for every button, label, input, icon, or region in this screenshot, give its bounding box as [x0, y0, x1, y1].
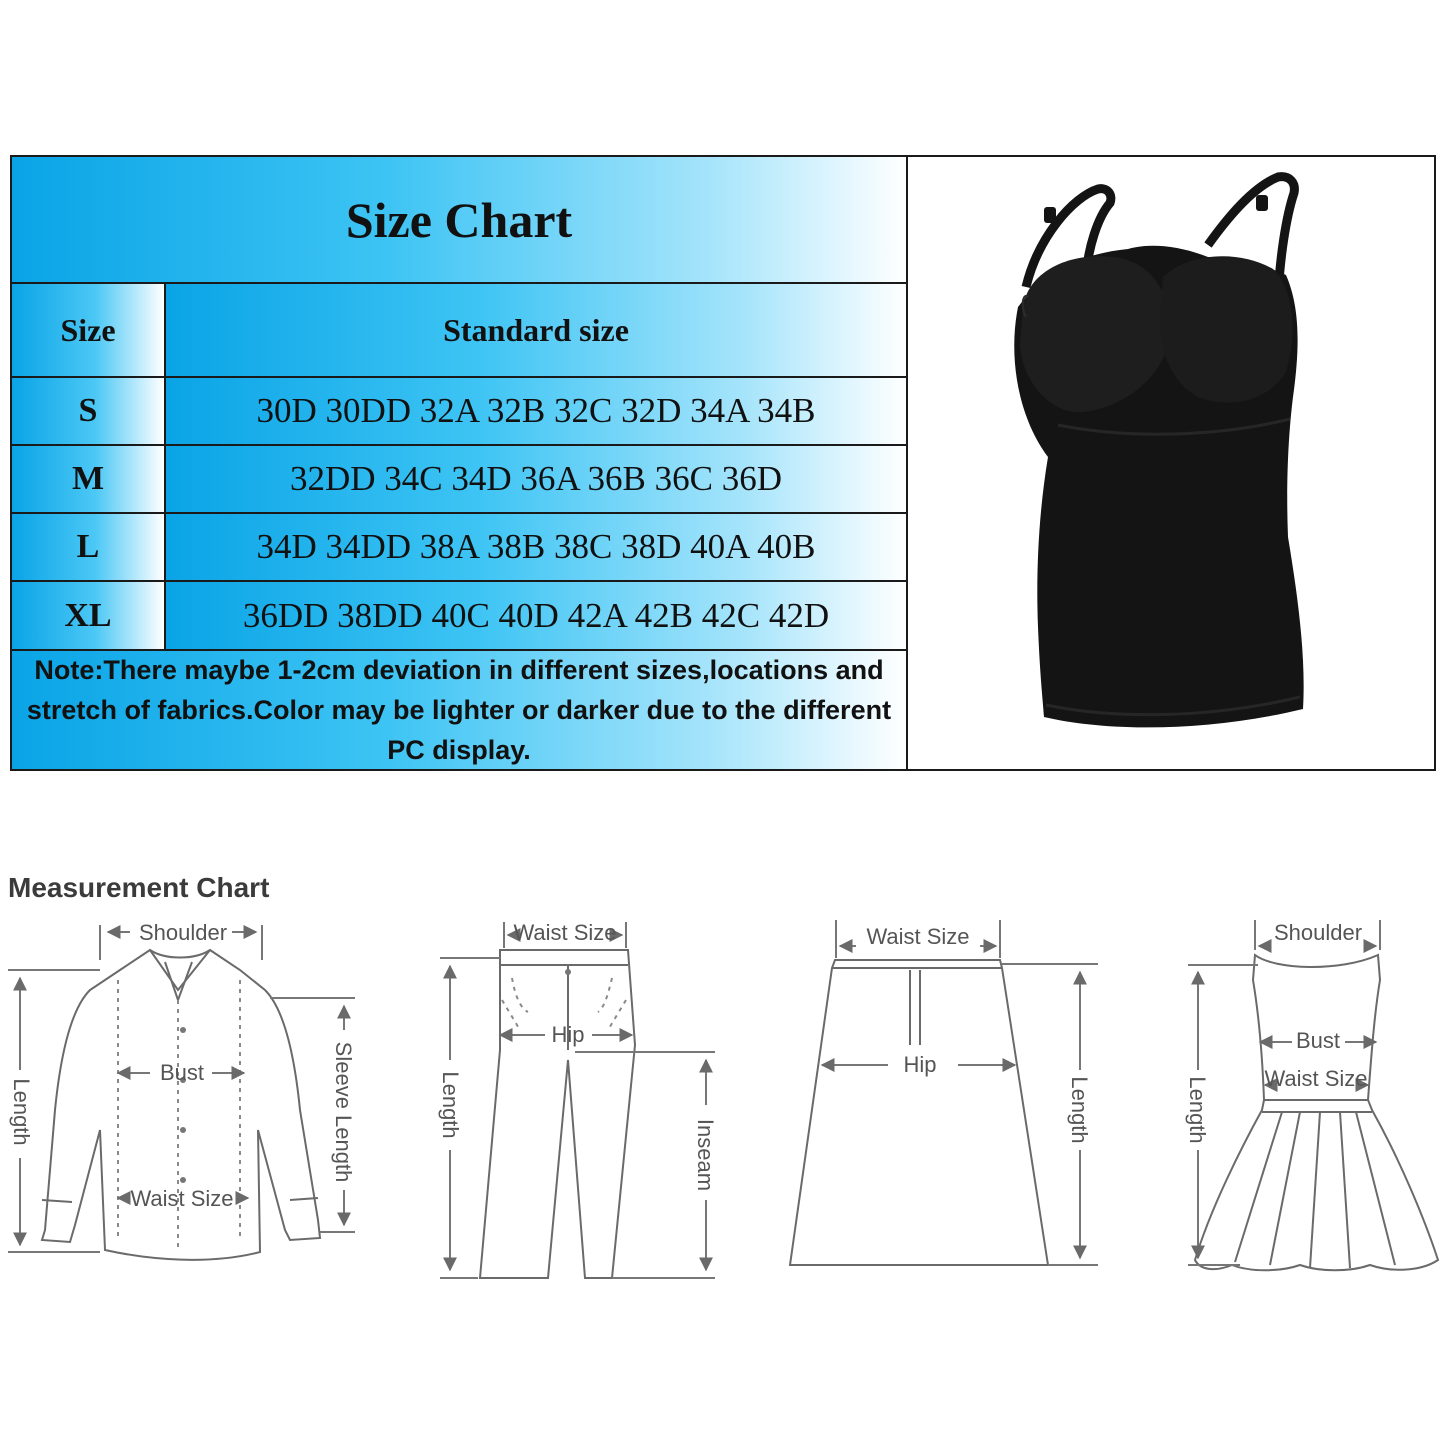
pants-diagram — [438, 920, 718, 1278]
table-row-size: M — [12, 446, 166, 514]
measurement-chart-title: Measurement Chart — [8, 872, 270, 903]
size-column-header: Size — [12, 284, 166, 378]
dress-diagram — [1185, 920, 1438, 1270]
size-chart-table — [12, 157, 906, 769]
pants-inseam-label: Inseam — [693, 1118, 718, 1192]
table-row-standard: 36DD 38DD 40C 40D 42A 42B 42C 42D — [166, 582, 906, 651]
pants-waist-label: Waist Size — [513, 920, 617, 945]
shirt-waist-label: Waist Size — [130, 1186, 234, 1211]
shirt-sleeve-label: Sleeve Length — [331, 1041, 356, 1183]
table-row-standard: 32DD 34C 34D 36A 36B 36C 36D — [166, 446, 906, 514]
table-row-standard: 34D 34DD 38A 38B 38C 38D 40A 40B — [166, 514, 906, 582]
shirt-diagram — [8, 920, 356, 1260]
pants-hip-label: Hip — [551, 1022, 585, 1047]
black-camisole-image — [908, 157, 1436, 769]
skirt-diagram — [790, 920, 1098, 1265]
pants-length-label: Length — [438, 1071, 463, 1139]
dress-length-label: Length — [1185, 1076, 1210, 1144]
table-row-size: S — [12, 378, 166, 446]
dress-shoulder-label: Shoulder — [1273, 920, 1363, 945]
shirt-bust-label: Bust — [159, 1060, 205, 1085]
product-photo — [906, 157, 1434, 769]
size-note: Note:There maybe 1-2cm deviation in different sizes,locations and stretch of fabrics.Color may be lighter or darker due to the different PC display. — [12, 651, 906, 769]
size-chart — [10, 155, 1436, 771]
skirt-waist-label: Waist Size — [866, 924, 970, 949]
table-row-size: L — [12, 514, 166, 582]
shirt-shoulder-label: Shoulder — [138, 920, 228, 945]
table-row-size: XL — [12, 582, 166, 651]
standard-size-column-header: Standard size — [166, 284, 906, 378]
table-row-standard: 30D 30DD 32A 32B 32C 32D 34A 34B — [166, 378, 906, 446]
skirt-hip-label: Hip — [903, 1052, 937, 1077]
skirt-length-label: Length — [1067, 1076, 1092, 1144]
shirt-length-label: Length — [9, 1078, 34, 1146]
dress-waist-label: Waist Size — [1264, 1066, 1368, 1091]
size-chart-title: Size Chart — [12, 157, 906, 284]
dress-bust-label: Bust — [1295, 1028, 1341, 1053]
measurement-drawings — [0, 900, 1445, 1300]
